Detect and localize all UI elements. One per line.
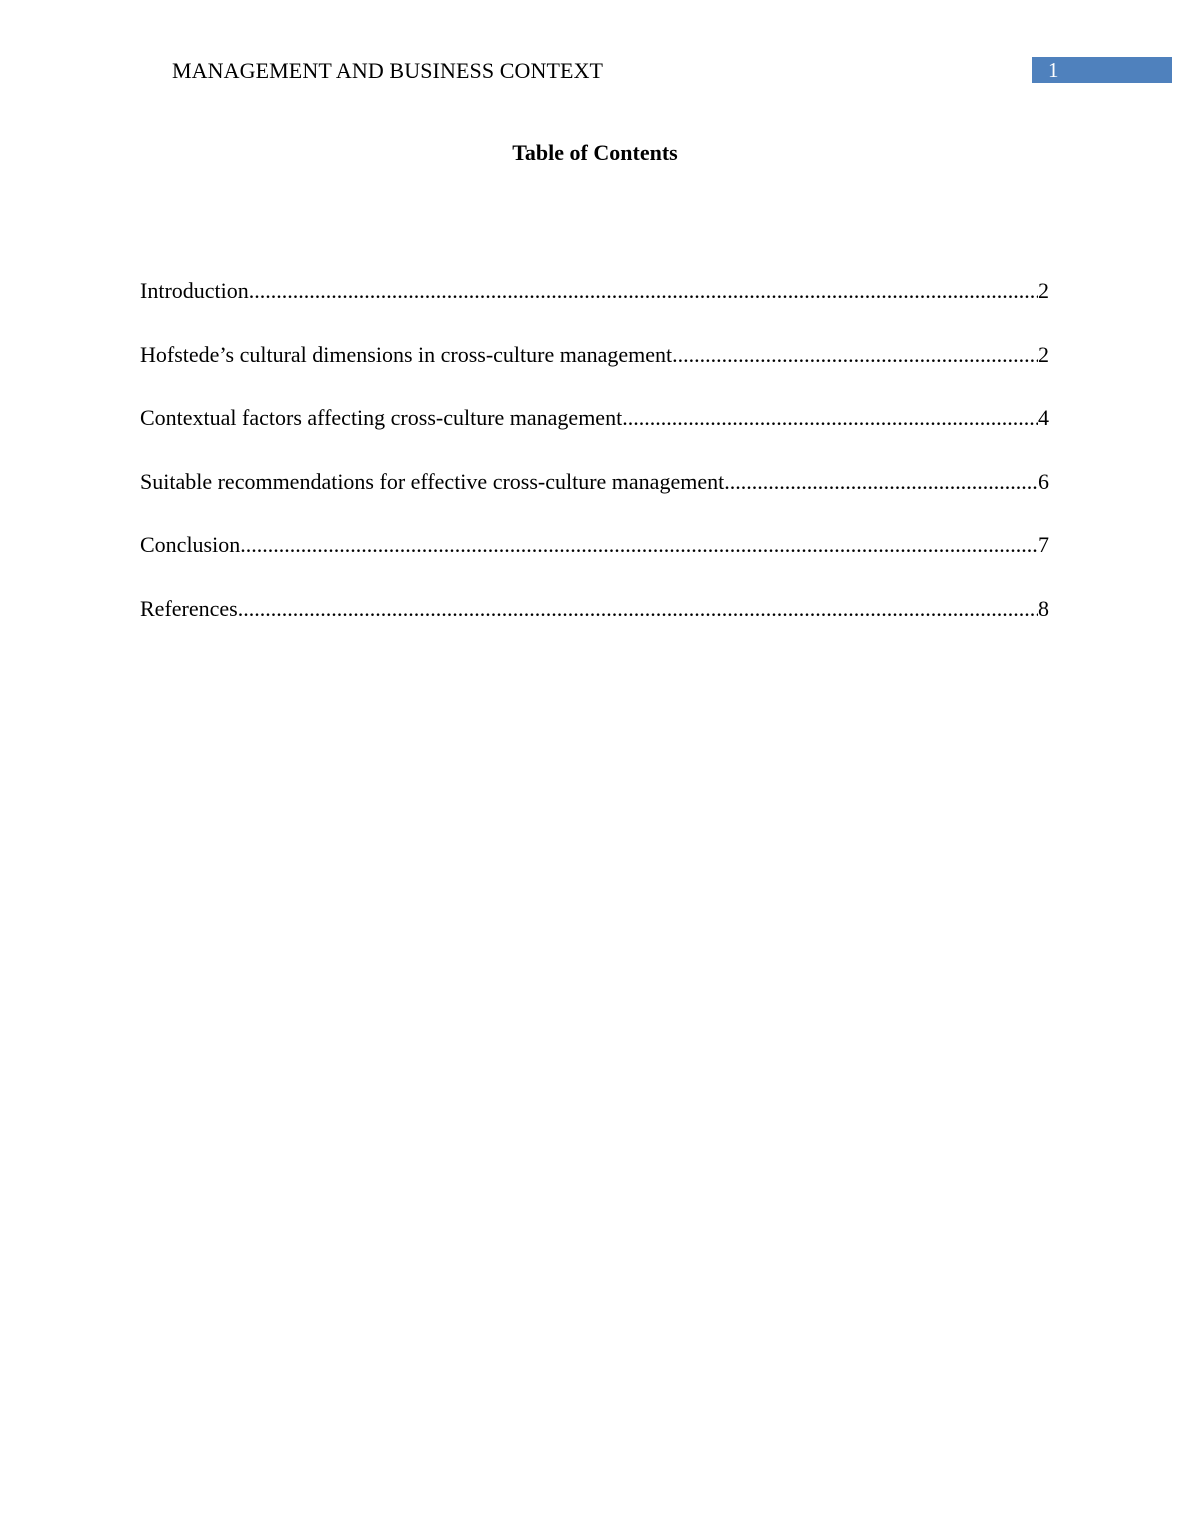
toc-entry-page: 2: [1038, 278, 1049, 303]
toc-list: [140, 276, 1049, 657]
running-header-title: MANAGEMENT AND BUSINESS CONTEXT: [172, 58, 604, 83]
toc-entry-label: Suitable recommendations for effective cross-culture management: [140, 468, 725, 494]
toc-dot-leader: [240, 530, 1038, 560]
toc-entry-hofstede[interactable]: [140, 340, 1049, 404]
toc-entry-page: 6: [1038, 468, 1049, 494]
toc-entry-introduction[interactable]: [140, 276, 1049, 340]
page-number: 1: [1048, 58, 1059, 82]
toc-entry-page: 2: [1038, 341, 1049, 367]
toc-dot-leader: [724, 467, 1038, 497]
toc-entry-label: Contextual factors affecting cross-culture management: [140, 405, 623, 430]
toc-entry-contextual-factors[interactable]: [140, 403, 1049, 467]
toc-dot-leader: [622, 403, 1038, 433]
toc-entry-conclusion[interactable]: [140, 530, 1049, 594]
toc-entry-references[interactable]: [140, 594, 1049, 658]
toc-entry-page: 4: [1038, 405, 1049, 430]
toc-entry-recommendations[interactable]: [140, 467, 1049, 531]
toc-entry-label: Introduction: [140, 278, 249, 303]
toc-entry-page: 8: [1038, 595, 1049, 621]
toc-dot-leader: [249, 276, 1038, 306]
toc-dot-leader: [238, 594, 1038, 624]
toc-entry-label: References: [140, 595, 238, 621]
toc-dot-leader: [672, 340, 1038, 370]
page-number-badge: [1032, 57, 1172, 83]
toc-entry-label: Conclusion: [140, 532, 241, 557]
toc-heading: Table of Contents: [512, 140, 678, 165]
toc-entry-label: Hofstede’s cultural dimensions in cross-culture management: [140, 341, 673, 367]
toc-entry-page: 7: [1038, 532, 1049, 557]
